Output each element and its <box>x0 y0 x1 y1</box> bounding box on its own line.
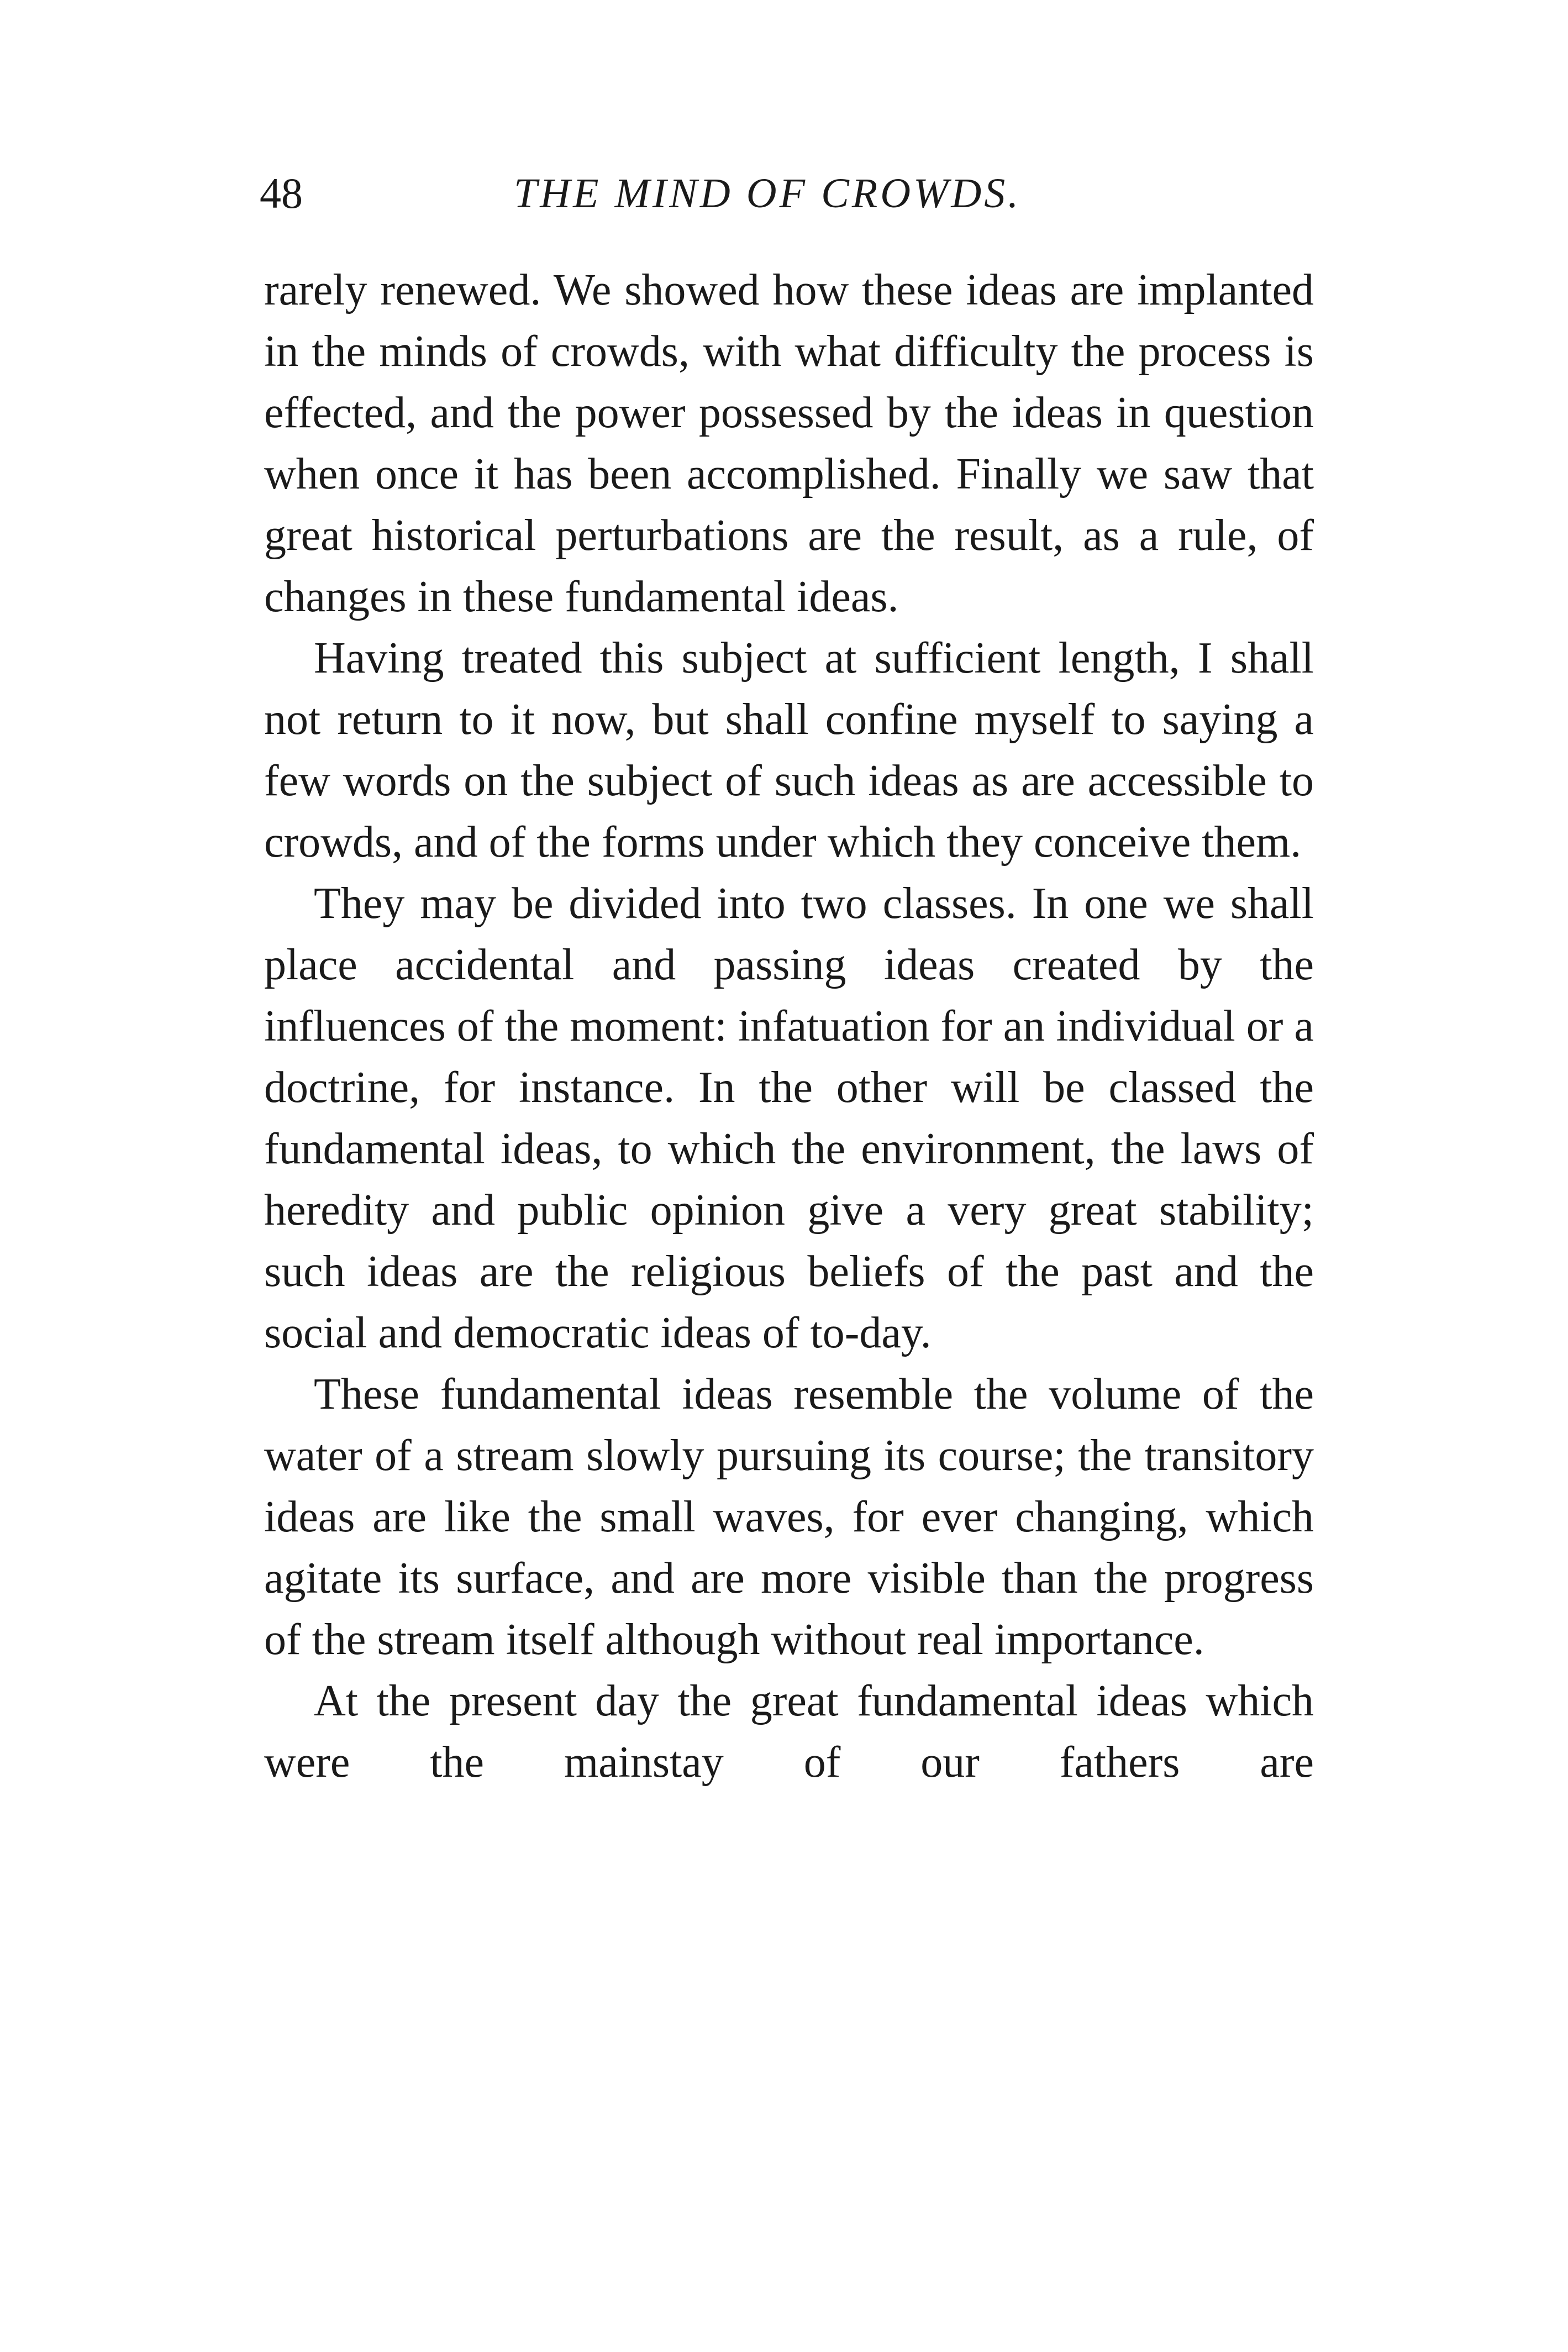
paragraph-5: At the present day the great fundamental ideas which were the mainstay of our fathers are <box>264 1677 1314 1787</box>
page-number: 48 <box>260 169 303 217</box>
paragraph-2: Having treated this subject at sufficient length, I shall not return to it now, but shall confine myself to saying a few words on the subject of such ideas as are accessible to crowds, and of the forms under which they conceive them. <box>264 634 1314 867</box>
body-text <box>264 260 1314 1793</box>
page-header <box>260 166 1315 227</box>
paragraph-3: They may be divided into two classes. In one we shall place accidental and passing ideas created by the influences of the moment: infatuation for an individual or a doctrine, for instance. In the other will be classed the fundamental ideas, to which the environment, the laws of heredity and public opinion give a very great stability; such ideas are the religious beliefs of the past and the social and democratic ideas of to-day. <box>264 879 1314 1357</box>
paragraph-4: These fundamental ideas resemble the volume of the water of a stream slowly pursuing its course; the transitory ideas are like the small waves, for ever changing, which agitate its surface, and are more visible than the progress of the stream itself although without real importance. <box>264 1370 1314 1664</box>
running-head: THE MIND OF CROWDS. <box>514 170 1022 217</box>
paragraph-1: rarely renewed. We showed how these ideas are implanted in the minds of crowds, with what difficulty the process is effected, and the power possessed by the ideas in question when once it has been accomplished. Finally we saw that great historical perturbations are the result, as a rule, of changes in these fundamental ideas. <box>264 266 1314 621</box>
